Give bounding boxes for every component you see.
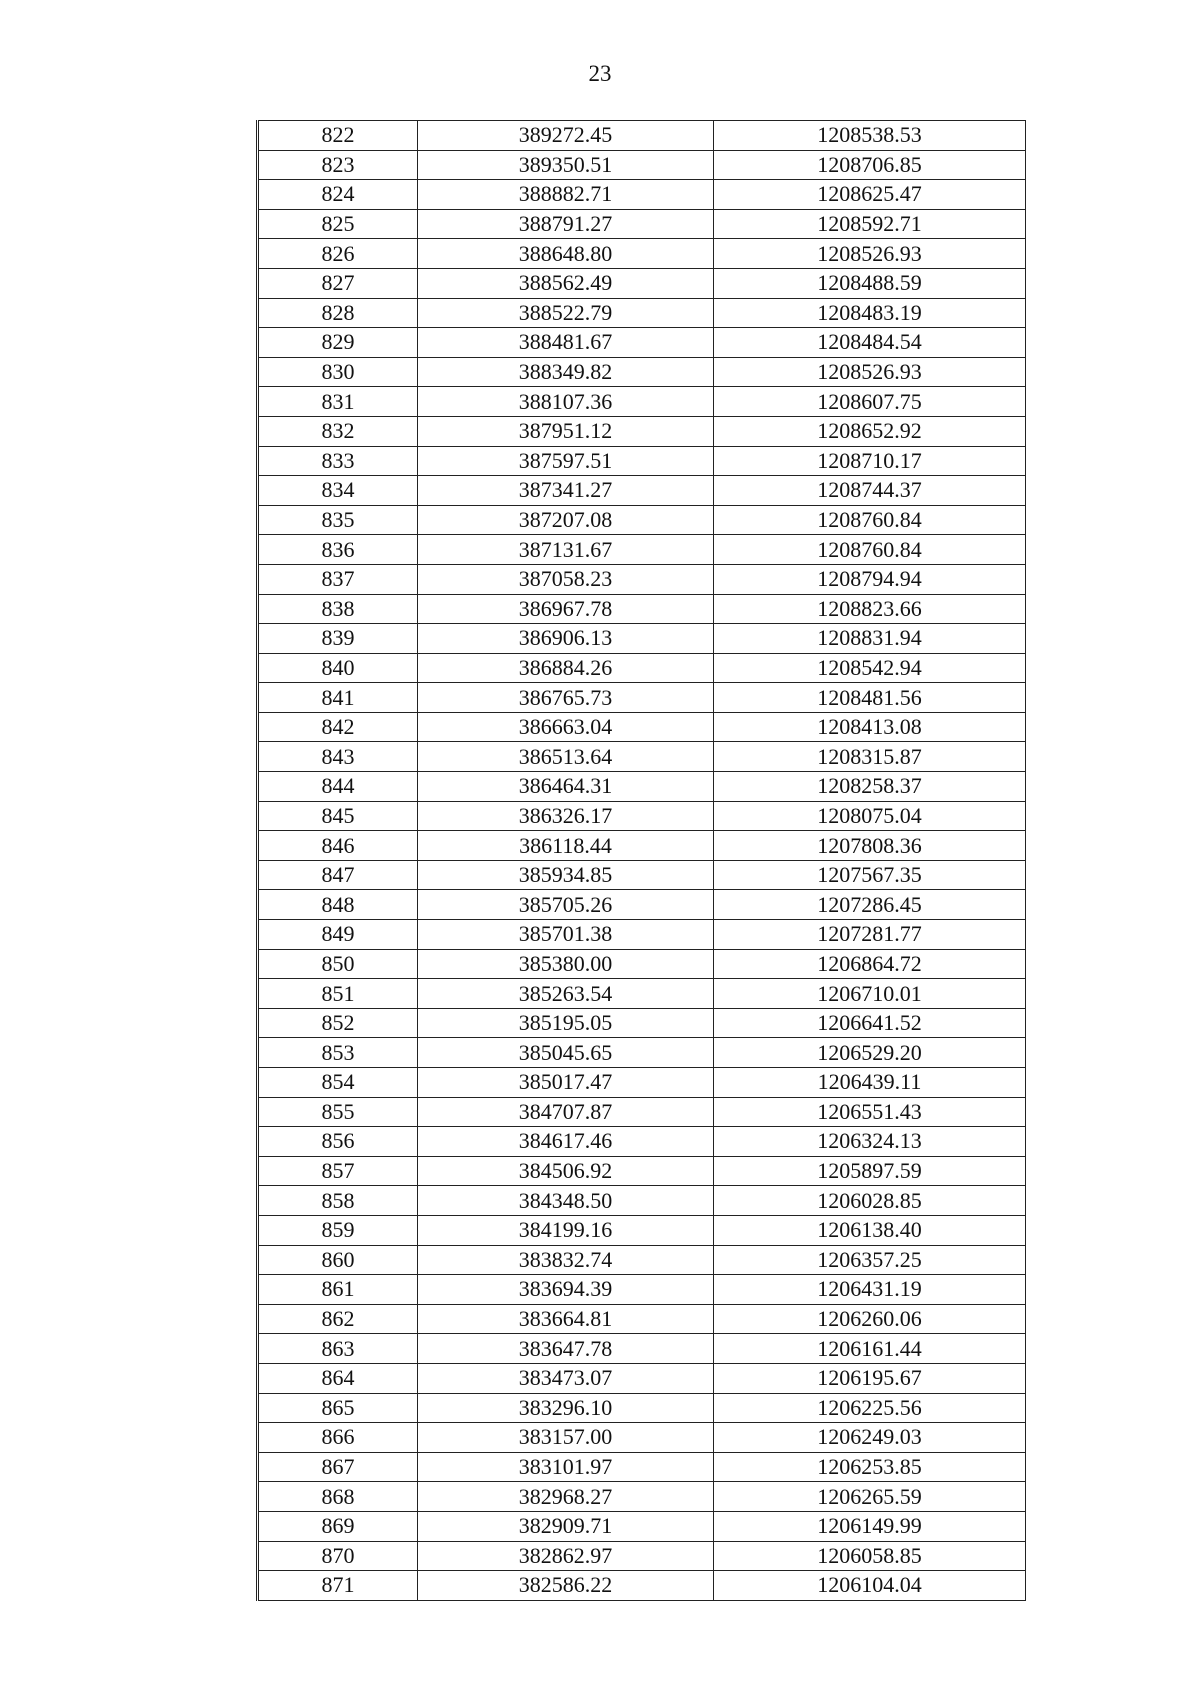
table-row xyxy=(258,121,1026,151)
y-coordinate-cell: 1207567.35 xyxy=(714,860,1026,890)
table-row xyxy=(258,1334,1026,1364)
point-number-cell: 840 xyxy=(258,653,418,683)
y-coordinate-cell: 1208706.85 xyxy=(714,150,1026,180)
y-coordinate-cell: 1208744.37 xyxy=(714,476,1026,506)
x-coordinate-cell: 382968.27 xyxy=(418,1482,714,1512)
point-number-cell: 849 xyxy=(258,920,418,950)
point-number-cell: 866 xyxy=(258,1423,418,1453)
x-coordinate-cell: 388562.49 xyxy=(418,268,714,298)
x-coordinate-cell: 383101.97 xyxy=(418,1452,714,1482)
x-coordinate-cell: 388522.79 xyxy=(418,298,714,328)
point-number-cell: 850 xyxy=(258,949,418,979)
table-row xyxy=(258,1393,1026,1423)
x-coordinate-cell: 382862.97 xyxy=(418,1541,714,1571)
table-row xyxy=(258,890,1026,920)
point-number-cell: 855 xyxy=(258,1097,418,1127)
x-coordinate-cell: 384506.92 xyxy=(418,1156,714,1186)
table-row xyxy=(258,268,1026,298)
x-coordinate-cell: 385263.54 xyxy=(418,979,714,1009)
page-number: 23 xyxy=(588,61,612,86)
y-coordinate-cell: 1206225.56 xyxy=(714,1393,1026,1423)
x-coordinate-cell: 383664.81 xyxy=(418,1304,714,1334)
x-coordinate-cell: 387951.12 xyxy=(418,416,714,446)
x-coordinate-cell: 384707.87 xyxy=(418,1097,714,1127)
y-coordinate-cell: 1208831.94 xyxy=(714,624,1026,654)
y-coordinate-cell: 1208484.54 xyxy=(714,328,1026,358)
point-number-cell: 844 xyxy=(258,772,418,802)
y-coordinate-cell: 1208488.59 xyxy=(714,268,1026,298)
x-coordinate-cell: 387207.08 xyxy=(418,505,714,535)
y-coordinate-cell: 1206104.04 xyxy=(714,1571,1026,1601)
y-coordinate-cell: 1206357.25 xyxy=(714,1245,1026,1275)
x-coordinate-cell: 386513.64 xyxy=(418,742,714,772)
point-number-cell: 856 xyxy=(258,1127,418,1157)
table-row xyxy=(258,1275,1026,1305)
point-number-cell: 835 xyxy=(258,505,418,535)
y-coordinate-cell: 1206149.99 xyxy=(714,1511,1026,1541)
table-row xyxy=(258,801,1026,831)
y-coordinate-cell: 1208542.94 xyxy=(714,653,1026,683)
x-coordinate-cell: 385195.05 xyxy=(418,1008,714,1038)
table-row xyxy=(258,920,1026,950)
y-coordinate-cell: 1206529.20 xyxy=(714,1038,1026,1068)
y-coordinate-cell: 1206641.52 xyxy=(714,1008,1026,1038)
table-row xyxy=(258,328,1026,358)
coordinate-table xyxy=(256,120,1026,1601)
y-coordinate-cell: 1206431.19 xyxy=(714,1275,1026,1305)
table-row xyxy=(258,742,1026,772)
y-coordinate-cell: 1206864.72 xyxy=(714,949,1026,979)
point-number-cell: 868 xyxy=(258,1482,418,1512)
y-coordinate-cell: 1208315.87 xyxy=(714,742,1026,772)
point-number-cell: 839 xyxy=(258,624,418,654)
x-coordinate-cell: 386118.44 xyxy=(418,831,714,861)
x-coordinate-cell: 385045.65 xyxy=(418,1038,714,1068)
table-row xyxy=(258,979,1026,1009)
table-row xyxy=(258,772,1026,802)
y-coordinate-cell: 1208760.84 xyxy=(714,505,1026,535)
table-row xyxy=(258,1038,1026,1068)
point-number-cell: 832 xyxy=(258,416,418,446)
x-coordinate-cell: 388349.82 xyxy=(418,357,714,387)
point-number-cell: 824 xyxy=(258,180,418,210)
table-row xyxy=(258,1511,1026,1541)
point-number-cell: 860 xyxy=(258,1245,418,1275)
x-coordinate-cell: 386663.04 xyxy=(418,712,714,742)
table-row xyxy=(258,416,1026,446)
point-number-cell: 864 xyxy=(258,1363,418,1393)
table-row xyxy=(258,1127,1026,1157)
point-number-cell: 867 xyxy=(258,1452,418,1482)
x-coordinate-cell: 389350.51 xyxy=(418,150,714,180)
table-row xyxy=(258,594,1026,624)
x-coordinate-cell: 386326.17 xyxy=(418,801,714,831)
x-coordinate-cell: 385017.47 xyxy=(418,1068,714,1098)
y-coordinate-cell: 1208652.92 xyxy=(714,416,1026,446)
table-row xyxy=(258,1482,1026,1512)
y-coordinate-cell: 1206028.85 xyxy=(714,1186,1026,1216)
y-coordinate-cell: 1208526.93 xyxy=(714,239,1026,269)
table-row xyxy=(258,1452,1026,1482)
table-row xyxy=(258,1304,1026,1334)
point-number-cell: 869 xyxy=(258,1511,418,1541)
y-coordinate-cell: 1206710.01 xyxy=(714,979,1026,1009)
table-row xyxy=(258,831,1026,861)
point-number-cell: 854 xyxy=(258,1068,418,1098)
point-number-cell: 843 xyxy=(258,742,418,772)
point-number-cell: 851 xyxy=(258,979,418,1009)
x-coordinate-cell: 384617.46 xyxy=(418,1127,714,1157)
table-row xyxy=(258,1245,1026,1275)
point-number-cell: 822 xyxy=(258,121,418,151)
y-coordinate-cell: 1206324.13 xyxy=(714,1127,1026,1157)
point-number-cell: 841 xyxy=(258,683,418,713)
y-coordinate-cell: 1208760.84 xyxy=(714,535,1026,565)
x-coordinate-cell: 384199.16 xyxy=(418,1215,714,1245)
point-number-cell: 831 xyxy=(258,387,418,417)
table-row xyxy=(258,387,1026,417)
y-coordinate-cell: 1207281.77 xyxy=(714,920,1026,950)
x-coordinate-cell: 385380.00 xyxy=(418,949,714,979)
x-coordinate-cell: 383157.00 xyxy=(418,1423,714,1453)
table-row xyxy=(258,535,1026,565)
point-number-cell: 830 xyxy=(258,357,418,387)
x-coordinate-cell: 382909.71 xyxy=(418,1511,714,1541)
y-coordinate-cell: 1208625.47 xyxy=(714,180,1026,210)
y-coordinate-cell: 1206260.06 xyxy=(714,1304,1026,1334)
y-coordinate-cell: 1206161.44 xyxy=(714,1334,1026,1364)
x-coordinate-cell: 383647.78 xyxy=(418,1334,714,1364)
point-number-cell: 862 xyxy=(258,1304,418,1334)
table-row xyxy=(258,1097,1026,1127)
point-number-cell: 848 xyxy=(258,890,418,920)
point-number-cell: 836 xyxy=(258,535,418,565)
table-row xyxy=(258,1008,1026,1038)
point-number-cell: 837 xyxy=(258,564,418,594)
point-number-cell: 838 xyxy=(258,594,418,624)
table-row xyxy=(258,1541,1026,1571)
point-number-cell: 829 xyxy=(258,328,418,358)
table-row xyxy=(258,624,1026,654)
x-coordinate-cell: 387597.51 xyxy=(418,446,714,476)
x-coordinate-cell: 384348.50 xyxy=(418,1186,714,1216)
point-number-cell: 852 xyxy=(258,1008,418,1038)
table-row xyxy=(258,357,1026,387)
x-coordinate-cell: 386967.78 xyxy=(418,594,714,624)
point-number-cell: 847 xyxy=(258,860,418,890)
y-coordinate-cell: 1208538.53 xyxy=(714,121,1026,151)
x-coordinate-cell: 385701.38 xyxy=(418,920,714,950)
y-coordinate-cell: 1206439.11 xyxy=(714,1068,1026,1098)
y-coordinate-cell: 1208258.37 xyxy=(714,772,1026,802)
table-row xyxy=(258,1215,1026,1245)
x-coordinate-cell: 386884.26 xyxy=(418,653,714,683)
x-coordinate-cell: 386765.73 xyxy=(418,683,714,713)
point-number-cell: 861 xyxy=(258,1275,418,1305)
table-row xyxy=(258,150,1026,180)
point-number-cell: 823 xyxy=(258,150,418,180)
x-coordinate-cell: 389272.45 xyxy=(418,121,714,151)
y-coordinate-cell: 1208075.04 xyxy=(714,801,1026,831)
y-coordinate-cell: 1208823.66 xyxy=(714,594,1026,624)
table-row xyxy=(258,1186,1026,1216)
point-number-cell: 853 xyxy=(258,1038,418,1068)
point-number-cell: 842 xyxy=(258,712,418,742)
x-coordinate-cell: 386464.31 xyxy=(418,772,714,802)
point-number-cell: 828 xyxy=(258,298,418,328)
point-number-cell: 857 xyxy=(258,1156,418,1186)
table-row xyxy=(258,1068,1026,1098)
x-coordinate-cell: 383694.39 xyxy=(418,1275,714,1305)
x-coordinate-cell: 383832.74 xyxy=(418,1245,714,1275)
point-number-cell: 834 xyxy=(258,476,418,506)
table-row xyxy=(258,180,1026,210)
table-row xyxy=(258,1156,1026,1186)
y-coordinate-cell: 1206551.43 xyxy=(714,1097,1026,1127)
x-coordinate-cell: 388791.27 xyxy=(418,209,714,239)
table-row xyxy=(258,209,1026,239)
point-number-cell: 859 xyxy=(258,1215,418,1245)
table-row xyxy=(258,505,1026,535)
point-number-cell: 845 xyxy=(258,801,418,831)
y-coordinate-cell: 1208710.17 xyxy=(714,446,1026,476)
y-coordinate-cell: 1206265.59 xyxy=(714,1482,1026,1512)
y-coordinate-cell: 1207808.36 xyxy=(714,831,1026,861)
table-row xyxy=(258,653,1026,683)
table-row xyxy=(258,1423,1026,1453)
table-row xyxy=(258,1363,1026,1393)
x-coordinate-cell: 383296.10 xyxy=(418,1393,714,1423)
table-row xyxy=(258,860,1026,890)
x-coordinate-cell: 388648.80 xyxy=(418,239,714,269)
table-row xyxy=(258,1571,1026,1601)
y-coordinate-cell: 1208481.56 xyxy=(714,683,1026,713)
point-number-cell: 865 xyxy=(258,1393,418,1423)
point-number-cell: 858 xyxy=(258,1186,418,1216)
y-coordinate-cell: 1206195.67 xyxy=(714,1363,1026,1393)
x-coordinate-cell: 383473.07 xyxy=(418,1363,714,1393)
x-coordinate-cell: 387341.27 xyxy=(418,476,714,506)
x-coordinate-cell: 387131.67 xyxy=(418,535,714,565)
x-coordinate-cell: 388882.71 xyxy=(418,180,714,210)
y-coordinate-cell: 1206253.85 xyxy=(714,1452,1026,1482)
table-row xyxy=(258,683,1026,713)
point-number-cell: 833 xyxy=(258,446,418,476)
y-coordinate-cell: 1208607.75 xyxy=(714,387,1026,417)
table-row xyxy=(258,712,1026,742)
point-number-cell: 826 xyxy=(258,239,418,269)
table-row xyxy=(258,298,1026,328)
point-number-cell: 827 xyxy=(258,268,418,298)
coordinate-table-body xyxy=(258,121,1026,1601)
x-coordinate-cell: 386906.13 xyxy=(418,624,714,654)
x-coordinate-cell: 387058.23 xyxy=(418,564,714,594)
y-coordinate-cell: 1208483.19 xyxy=(714,298,1026,328)
y-coordinate-cell: 1206138.40 xyxy=(714,1215,1026,1245)
table-row xyxy=(258,446,1026,476)
table-row xyxy=(258,949,1026,979)
x-coordinate-cell: 388107.36 xyxy=(418,387,714,417)
table-row xyxy=(258,239,1026,269)
y-coordinate-cell: 1208526.93 xyxy=(714,357,1026,387)
y-coordinate-cell: 1206249.03 xyxy=(714,1423,1026,1453)
table-row xyxy=(258,476,1026,506)
point-number-cell: 871 xyxy=(258,1571,418,1601)
y-coordinate-cell: 1207286.45 xyxy=(714,890,1026,920)
y-coordinate-cell: 1208413.08 xyxy=(714,712,1026,742)
y-coordinate-cell: 1206058.85 xyxy=(714,1541,1026,1571)
table-row xyxy=(258,564,1026,594)
point-number-cell: 863 xyxy=(258,1334,418,1364)
point-number-cell: 825 xyxy=(258,209,418,239)
y-coordinate-cell: 1208794.94 xyxy=(714,564,1026,594)
point-number-cell: 846 xyxy=(258,831,418,861)
point-number-cell: 870 xyxy=(258,1541,418,1571)
x-coordinate-cell: 385705.26 xyxy=(418,890,714,920)
x-coordinate-cell: 382586.22 xyxy=(418,1571,714,1601)
y-coordinate-cell: 1205897.59 xyxy=(714,1156,1026,1186)
x-coordinate-cell: 385934.85 xyxy=(418,860,714,890)
x-coordinate-cell: 388481.67 xyxy=(418,328,714,358)
y-coordinate-cell: 1208592.71 xyxy=(714,209,1026,239)
